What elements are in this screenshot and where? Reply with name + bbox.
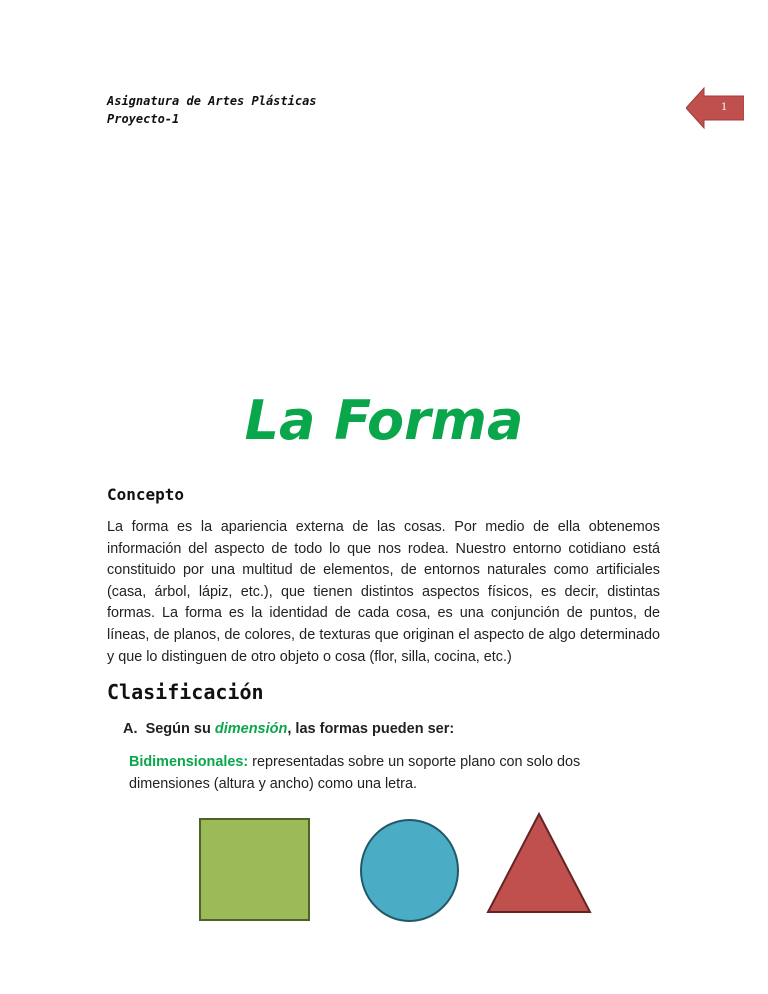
bidimensionales-term: Bidimensionales: bbox=[129, 754, 249, 770]
list-item-a bbox=[123, 719, 454, 739]
page-title: La Forma bbox=[244, 389, 524, 452]
list-text-after: , las formas pueden ser: bbox=[287, 721, 455, 737]
concepto-paragraph: La forma es la apariencia externa de las cosas. Por medio de ella obtenemos información del aspecto de todo lo que nos rodea. Nuestro entorno cotidiano está constituido por una multitud de elementos, de entornos naturales como artificiales (casa, árbol, lápiz, etc.), que tienen distintos aspectos físicos, es decir, distintas formas. La forma es la identidad de cada cosa, es una conjunción de puntos, de líneas, de planos, de colores, de texturas que originan el aspecto de algo determinado y que lo distinguen de otro objeto o cosa (flor, silla, cocina, etc.) bbox=[107, 519, 660, 665]
clasificacion-heading: Clasificación bbox=[107, 680, 264, 704]
subject-label: Asignatura de Artes Plásticas bbox=[107, 94, 317, 108]
list-marker: A. bbox=[123, 721, 138, 737]
page-number: 1 bbox=[721, 99, 727, 113]
square-shape bbox=[199, 818, 310, 921]
project-label: Proyecto-1 bbox=[107, 112, 180, 126]
list-text-before: Según su bbox=[145, 721, 211, 737]
circle-shape bbox=[360, 819, 459, 922]
triangle-shape bbox=[486, 812, 592, 914]
dimension-emphasis: dimensión bbox=[214, 721, 288, 737]
document-header bbox=[107, 92, 317, 128]
concepto-heading: Concepto bbox=[107, 485, 185, 504]
bidimensionales-description: representadas sobre un soporte plano con solo dos dimensiones (altura y ancho) como una letra. bbox=[129, 754, 581, 792]
bidimensionales-definition bbox=[129, 752, 649, 795]
